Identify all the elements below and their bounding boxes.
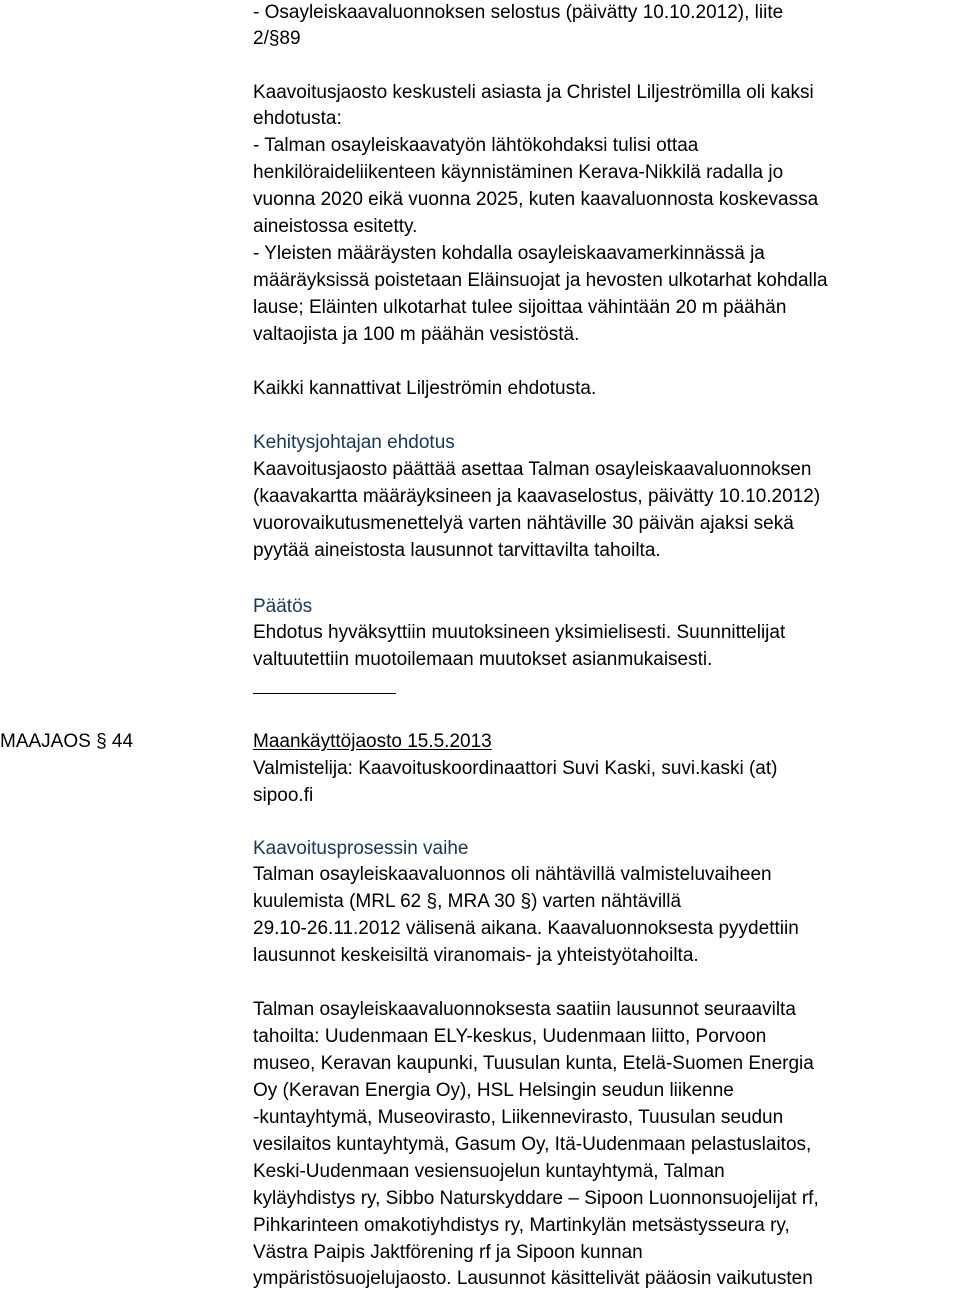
discussion-line-5: vuonna 2020 eikä vuonna 2025, kuten kaavaluonnosta koskevassa: [253, 189, 819, 210]
discussion-line-4: henkilöraideliikenteen käynnistäminen Kerava-Nikkilä radalla jo: [253, 162, 784, 183]
discussion-line-1: Kaavoitusjaosto keskusteli asiasta ja Christel Liljeströmilla oli kaksi: [253, 82, 814, 103]
discussion-line-10: valtaojista ja 100 m päähän vesistöstä.: [253, 324, 580, 345]
statements-line-11: ympäristösuojelujaosto. Lausunnot käsittelivät pääosin vaikutusten: [253, 1268, 813, 1289]
discussion-line-6: aineistossa esitetty.: [253, 216, 418, 237]
statements-line-7: Keski-Uudenmaan vesiensuojelun kuntayhtymä, Talman: [253, 1161, 725, 1182]
process-line-2: kuulemista (MRL 62 §, MRA 30 §) varten nähtävillä: [253, 891, 682, 912]
statements-line-4: Oy (Keravan Energia Oy), HSL Helsingin seudun liikenne: [253, 1080, 734, 1101]
statements-line-5: -kuntayhtymä, Museovirasto, Liikennevirasto, Tuusulan seudun: [253, 1107, 784, 1128]
statements-line-9: Pihkarinteen omakotiyhdistys ry, Martinkylän metsästysseura ry,: [253, 1215, 790, 1236]
process-heading: Kaavoitusprosessin vaihe: [253, 838, 469, 859]
proposal-line-2: (kaavakartta määräyksineen ja kaavaselostus, päivätty 10.10.2012): [253, 486, 821, 507]
statements-line-1: Talman osayleiskaavaluonnoksesta saatiin lausunnot seuraavilta: [253, 999, 796, 1020]
intro-line-2: 2/§89: [253, 28, 301, 49]
statements-line-2: tahoilta: Uudenmaan ELY-keskus, Uudenmaan liitto, Porvoon: [253, 1026, 767, 1047]
proposal-line-4: pyytää aineistosta lausunnot tarvittavilta tahoilta.: [253, 540, 661, 561]
proposal-line-3: vuorovaikutusmenettelyä varten nähtäville 30 päivän ajaksi sekä: [253, 513, 794, 534]
discussion-line-3: - Talman osayleiskaavatyön lähtökohdaksi tulisi ottaa: [253, 135, 699, 156]
preparer-line-2: sipoo.fi: [253, 785, 314, 806]
discussion-line-8: määräyksissä poistetaan Eläinsuojat ja hevosten ulkotarhat kohdalla: [253, 270, 828, 291]
discussion-line-9: lause; Eläinten ulkotarhat tulee sijoittaa vähintään 20 m päähän: [253, 297, 787, 318]
process-line-1: Talman osayleiskaavaluonnos oli nähtävillä valmisteluvaiheen: [253, 864, 772, 885]
statements-line-6: vesilaitos kuntayhtymä, Gasum Oy, Itä-Uudenmaan pelastuslaitos,: [253, 1134, 812, 1155]
decision-line-2: valtuutettiin muotoilemaan muutokset asianmukaisesti.: [253, 649, 713, 670]
support-line: Kaikki kannattivat Liljeströmin ehdotusta.: [253, 378, 597, 399]
statements-line-3: museo, Keravan kaupunki, Tuusulan kunta, Etelä-Suomen Energia: [253, 1053, 814, 1074]
proposal-heading: Kehitysjohtajan ehdotus: [253, 432, 455, 453]
process-line-4: lausunnot keskeisiltä viranomais- ja yhteistyötahoilta.: [253, 945, 699, 966]
discussion-line-2: ehdotusta:: [253, 108, 342, 129]
section-label: MAAJAOS § 44: [0, 731, 134, 752]
statements-line-8: kyläyhdistys ry, Sibbo Naturskyddare – Sipoon Luonnonsuojelijat rf,: [253, 1188, 819, 1209]
preparer-line-1: Valmistelija: Kaavoituskoordinaattori Suvi Kaski, suvi.kaski (at): [253, 758, 778, 779]
meeting-title: Maankäyttöjaosto 15.5.2013: [253, 731, 492, 752]
statements-line-10: Västra Paipis Jaktförening rf ja Sipoon kunnan: [253, 1242, 643, 1263]
intro-line-1: - Osayleiskaavaluonnoksen selostus (päivätty 10.10.2012), liite: [253, 2, 784, 23]
decision-line-1: Ehdotus hyväksyttiin muutoksineen yksimielisesti. Suunnittelijat: [253, 622, 786, 643]
proposal-line-1: Kaavoitusjaosto päättää asettaa Talman osayleiskaavaluonnoksen: [253, 459, 812, 480]
section-separator: [253, 693, 396, 694]
process-line-3: 29.10-26.11.2012 välisenä aikana. Kaavaluonnoksesta pyydettiin: [253, 918, 799, 939]
discussion-line-7: - Yleisten määräysten kohdalla osayleiskaavamerkinnässä ja: [253, 243, 765, 264]
decision-heading: Päätös: [253, 596, 313, 617]
